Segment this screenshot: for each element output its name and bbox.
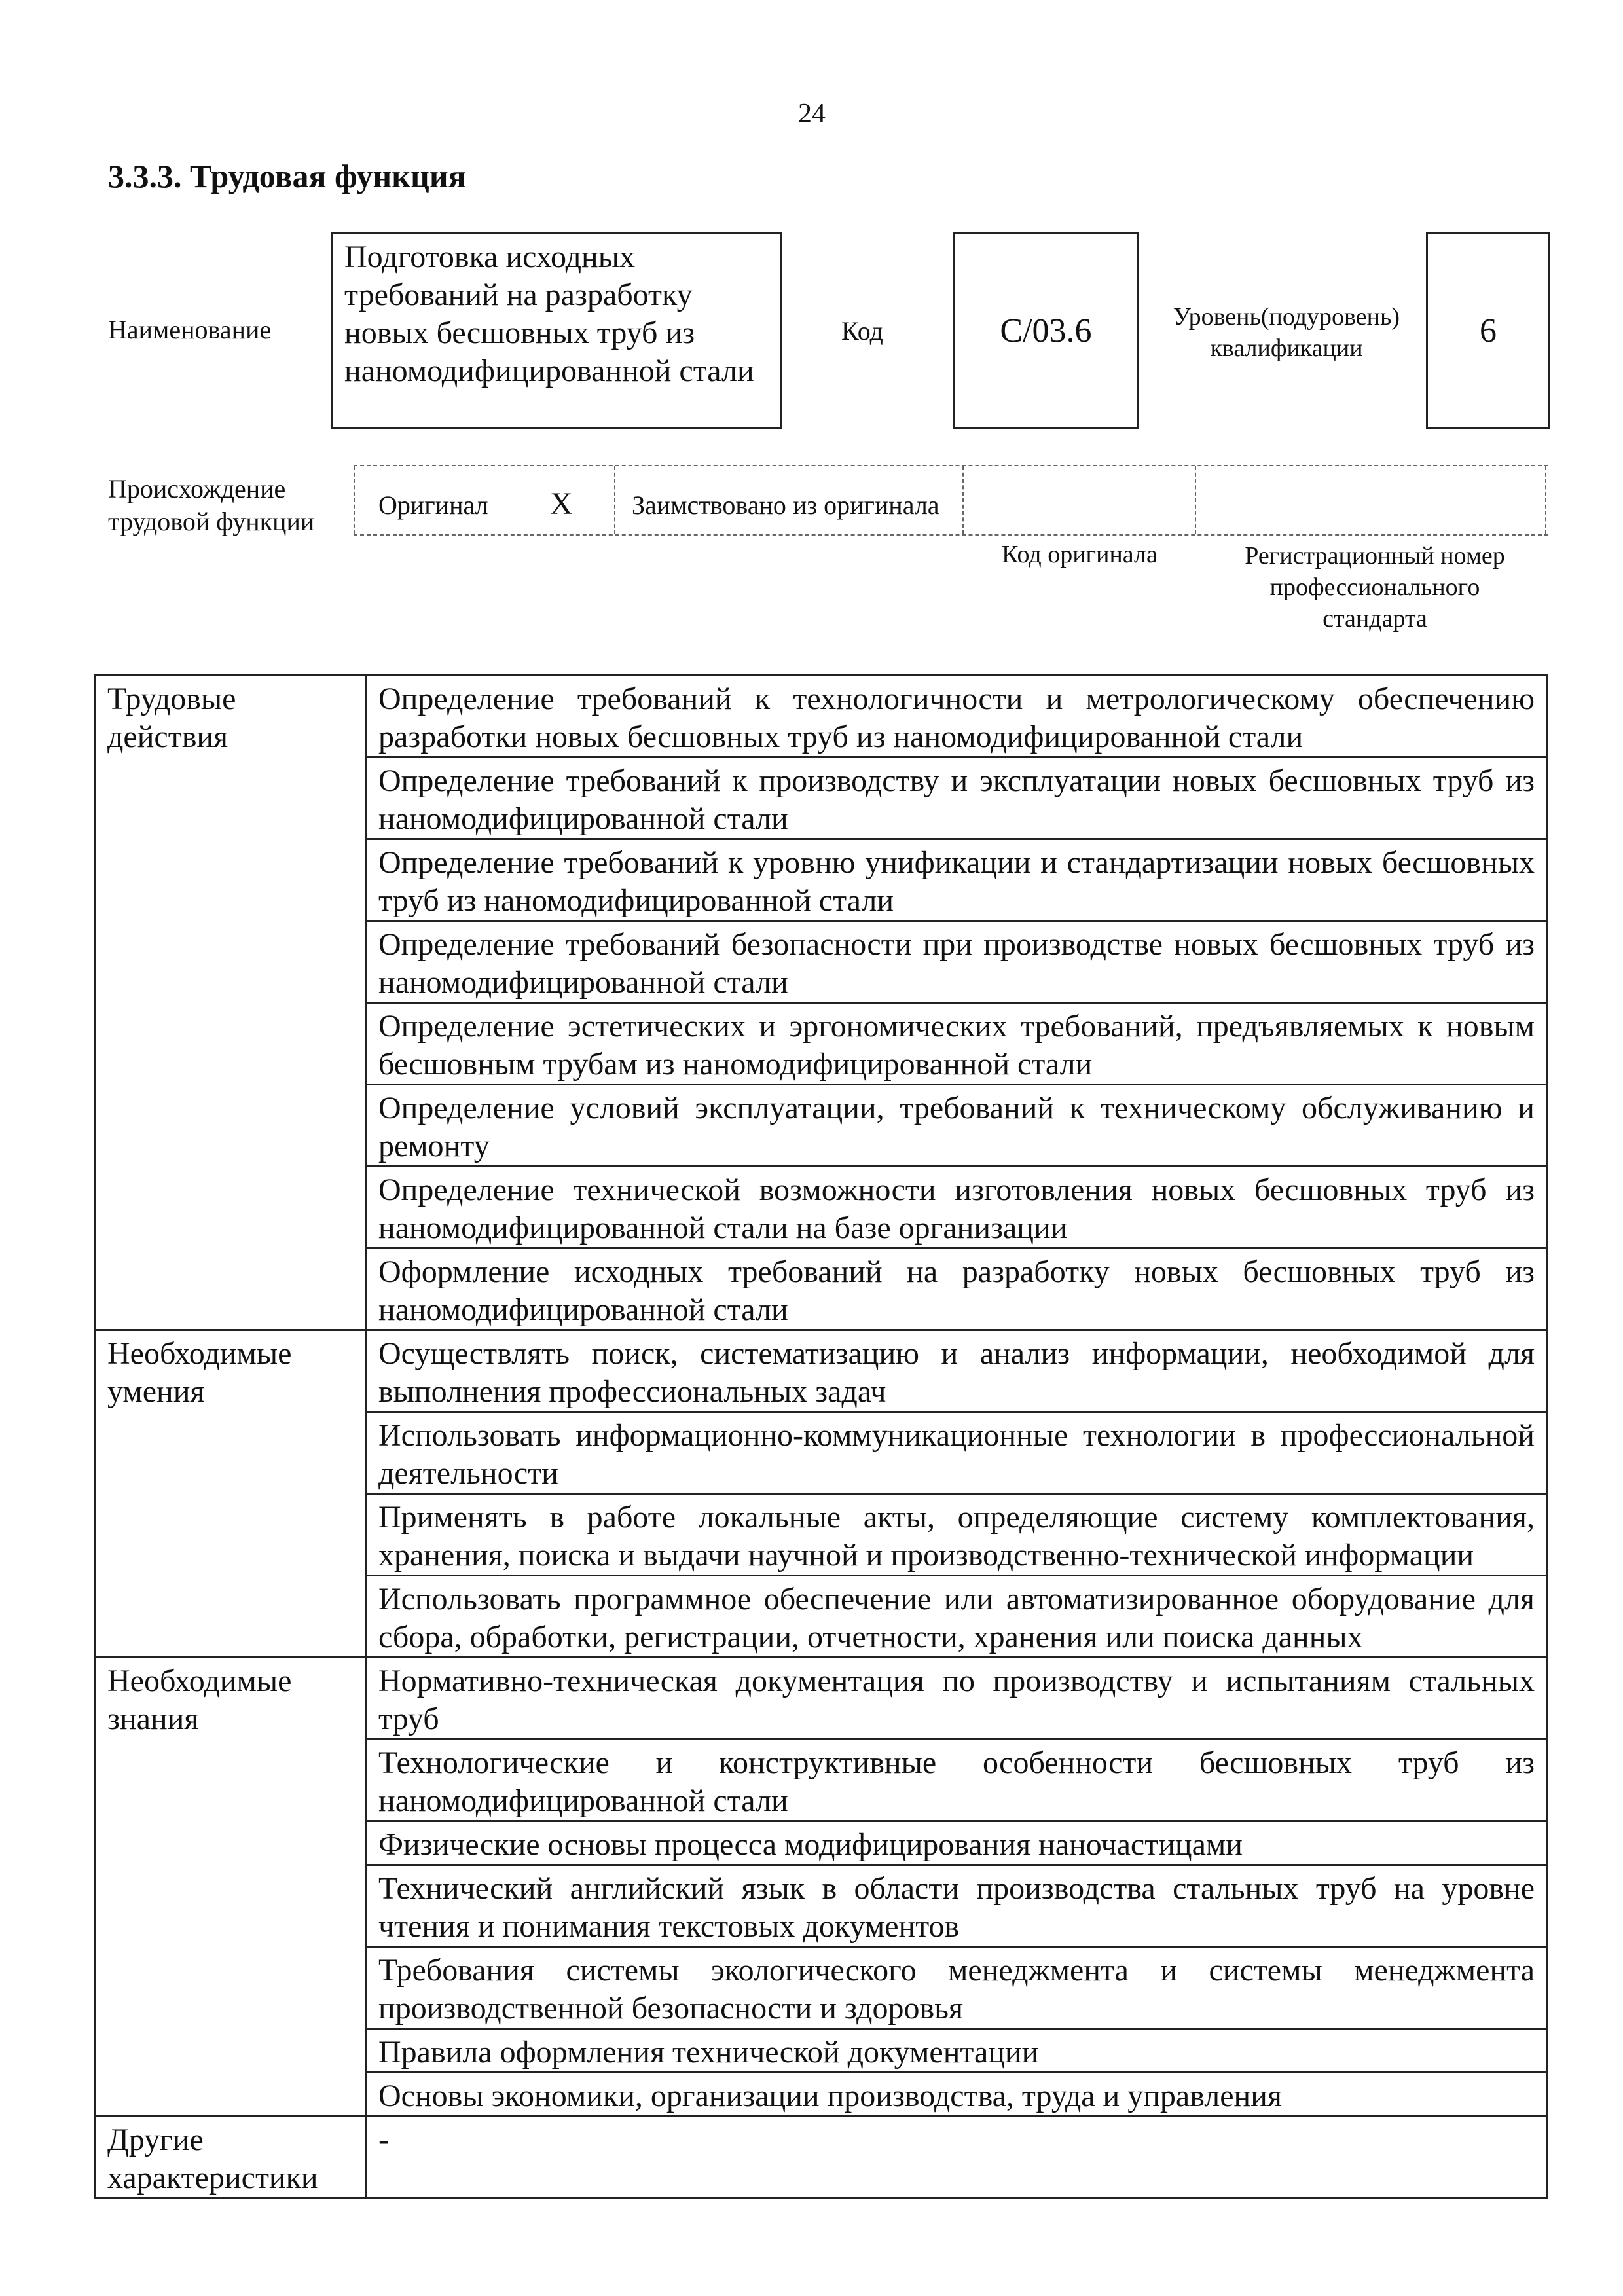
table-cell: Основы экономики, организации производства, труда и управления	[366, 2073, 1548, 2117]
section-title: 3.3.3. Трудовая функция	[108, 158, 466, 194]
original-mark: X	[550, 486, 573, 521]
section-title-cell: Необходимые умения	[95, 1330, 366, 1658]
code-value-box	[953, 232, 1139, 429]
page-number: 24	[798, 99, 826, 129]
origin-divider	[354, 466, 355, 534]
table-cell: Оформление исходных требований на разработку новых бесшовных труб из наномодифицированной стали	[366, 1248, 1548, 1330]
table-cell: -	[366, 2117, 1548, 2198]
table-cell: Определение условий эксплуатации, требований к техническому обслуживанию и ремонту	[366, 1085, 1548, 1167]
function-table	[94, 674, 1548, 2199]
name-label: Наименование	[108, 315, 272, 344]
table-cell: Осуществлять поиск, систематизацию и анализ информации, необходимой для выполнения профессиональных задач	[366, 1330, 1548, 1412]
table-cell: Технологические и конструктивные особенности бесшовных труб из наномодифицированной стали	[366, 1740, 1548, 1821]
code-label: Код	[841, 316, 883, 346]
table-row	[95, 1330, 1548, 1412]
table-cell: Определение требований к производству и эксплуатации новых бесшовных труб из наномодифицированной стали	[366, 757, 1548, 839]
original-label: Оригинал	[378, 490, 488, 520]
origin-divider	[614, 466, 615, 534]
table-cell: Определение требований безопасности при производстве новых бесшовных труб из наномодифицированной стали	[366, 921, 1548, 1003]
origin-divider	[1545, 466, 1546, 534]
table-cell: Использовать программное обеспечение или автоматизированное оборудование для сбора, обработки, регистрации, отчетности, хранения или поиска данных	[366, 1576, 1548, 1658]
table-cell: Требования системы экологического менеджмента и системы менеджмента производственной безопасности и здоровья	[366, 1947, 1548, 2029]
table-cell: Применять в работе локальные акты, определяющие систему комплектования, хранения, поиска и выдачи научной и производственно-технической информации	[366, 1494, 1548, 1576]
table-cell: Физические основы процесса модифицирования наночастицами	[366, 1821, 1548, 1865]
table-row	[95, 2117, 1548, 2198]
origin-divider	[962, 466, 964, 534]
original-code-caption: Код оригинала	[1002, 541, 1158, 568]
table-row	[95, 1658, 1548, 1740]
reg-number-caption: Регистрационный номер профессионального стандарта	[1245, 542, 1505, 632]
qualification-level-box	[1426, 232, 1550, 429]
origin-divider	[1195, 466, 1196, 534]
code-value: C/03.6	[1000, 312, 1092, 350]
table-cell: Определение требований к уровню унификации и стандартизации новых бесшовных труб из наномодифицированной стали	[366, 839, 1548, 921]
table-cell: Нормативно-техническая документация по производству и испытаниям стальных труб	[366, 1658, 1548, 1740]
table-cell: Правила оформления технической документации	[366, 2029, 1548, 2073]
table-row	[95, 676, 1548, 757]
section-title-cell: Другие характеристики	[95, 2117, 366, 2198]
name-value-box: Подготовка исходных требований на разработку новых бесшовных труб из наномодифицированной стали	[331, 232, 782, 429]
table-cell: Определение эстетических и эргономических требований, предъявляемых к новым бесшовным трубам из наномодифицированной стали	[366, 1003, 1548, 1085]
origin-label: Происхождение трудовой функции	[108, 474, 315, 536]
qualification-level-value: 6	[1480, 312, 1497, 350]
table-cell: Определение технической возможности изготовления новых бесшовных труб из наномодифицированной стали на базе организации	[366, 1167, 1548, 1248]
section-title-cell: Трудовые действия	[95, 676, 366, 1330]
table-cell: Технический английский язык в области производства стальных труб на уровне чтения и понимания текстовых документов	[366, 1865, 1548, 1947]
origin-row	[354, 465, 1548, 536]
section-title-cell: Необходимые знания	[95, 1658, 366, 2117]
table-cell: Использовать информационно-коммуникационные технологии в профессиональной деятельности	[366, 1412, 1548, 1494]
qualification-level-label: Уровень(подуровень) квалификации	[1173, 303, 1400, 362]
borrowed-label: Заимствовано из оригинала	[632, 490, 939, 520]
table-cell: Определение требований к технологичности и метрологическому обеспечению разработки новых бесшовных труб из наномодифицированной стали	[366, 676, 1548, 757]
